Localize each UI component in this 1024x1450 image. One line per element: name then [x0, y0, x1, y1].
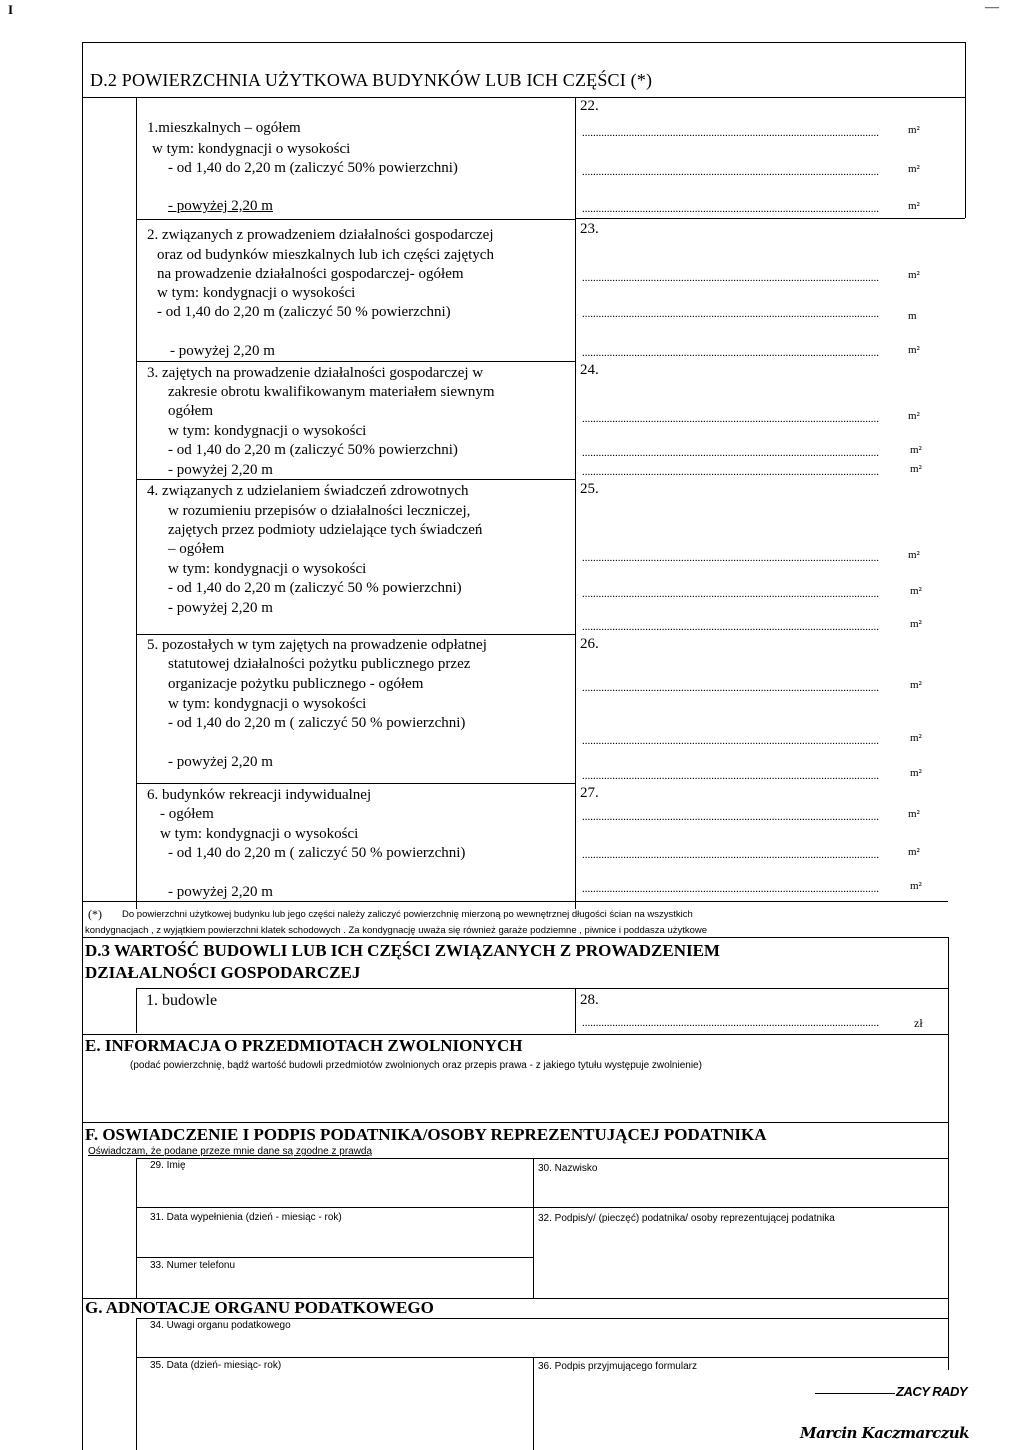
- row25-line3: zajętych przez podmioty udzielające tych świadczeń: [168, 522, 483, 538]
- unit-28: zł: [914, 1016, 923, 1030]
- unit-26-total: m²: [910, 679, 922, 691]
- unit-23-high: m²: [908, 344, 920, 356]
- input-25-low[interactable]: ............................................................................................................: [582, 588, 879, 600]
- row22-line1: 1.mieszkalnych – ogółem: [147, 120, 301, 136]
- section-d2-title: D.2 POWIERZCHNIA UŻYTKOWA BUDYNKÓW LUB ICH CZĘŚCI (*): [90, 70, 653, 90]
- field-num-25: 25.: [580, 481, 599, 497]
- input-30-nazwisko[interactable]: [537, 1178, 945, 1206]
- input-23-high[interactable]: ............................................................................................................: [582, 347, 879, 359]
- input-32-podpis[interactable]: [537, 1228, 945, 1294]
- row23-line2: oraz od budynków mieszkalnych lub ich części zajętych: [157, 247, 494, 263]
- field-num-28: 28.: [580, 992, 599, 1008]
- row27-line1: 6. budynków rekreacji indywidualnej: [147, 787, 372, 803]
- row22-line3: - od 1,40 do 2,20 m (zaliczyć 50% powierzchni): [168, 160, 458, 176]
- row24-line5: - od 1,40 do 2,20 m (zaliczyć 50% powierzchni): [168, 442, 458, 458]
- input-22-high[interactable]: ............................................................................................................: [582, 203, 879, 215]
- label-32-podpis: 32. Podpis/y/ (pieczęć) podatnika/ osoby reprezentującej podatnika: [538, 1213, 835, 1224]
- input-35-data[interactable]: [140, 1376, 530, 1436]
- row26-line1: 5. pozostałych w tym zajętych na prowadzenie odpłatnej: [147, 637, 487, 653]
- unit-27-total: m²: [908, 808, 920, 820]
- unit-26-high: m²: [910, 767, 922, 779]
- input-25-total[interactable]: ............................................................................................................: [582, 552, 879, 564]
- input-31-data[interactable]: [140, 1228, 530, 1256]
- section-f-title: F. OSWIADCZENIE I PODPIS PODATNIKA/OSOBY REPREZENTUJĄCEJ PODATNIKA: [85, 1125, 767, 1144]
- row26-line5: - od 1,40 do 2,20 m ( zaliczyć 50 % powierzchni): [168, 715, 466, 731]
- row25-line6: - od 1,40 do 2,20 m (zaliczyć 50 % powierzchni): [168, 580, 462, 596]
- row25-line2: w rozumieniu przepisów o działalności leczniczej,: [168, 503, 471, 519]
- section-g-title: G. ADNOTACJE ORGANU PODATKOWEGO: [85, 1298, 434, 1317]
- row23-line6: - powyżej 2,20 m: [170, 343, 275, 359]
- input-23-low[interactable]: ............................................................................................................: [582, 308, 879, 320]
- field-num-23: 23.: [580, 221, 599, 237]
- label-29-imie: 29. Imię: [150, 1160, 186, 1171]
- unit-23-low: m: [908, 310, 917, 322]
- corner-dash: —: [985, 0, 999, 15]
- unit-27-high: m²: [910, 880, 922, 892]
- input-29-imie[interactable]: [140, 1175, 530, 1203]
- unit-23-total: m²: [908, 269, 920, 281]
- label-36-podpis: 36. Podpis przyjmującego formularz: [538, 1361, 697, 1372]
- input-34-uwagi[interactable]: [140, 1335, 945, 1357]
- row27-line3: w tym: kondygnacji o wysokości: [160, 826, 359, 842]
- row26-line6: - powyżej 2,20 m: [168, 754, 273, 770]
- d3-item-budowle: 1. budowle: [146, 992, 218, 1009]
- stamp-line: [815, 1393, 895, 1394]
- unit-26-low: m²: [910, 732, 922, 744]
- row23-line3: na prowadzenie działalności gospodarczej- ogółem: [157, 266, 464, 282]
- label-30-nazwisko: 30. Nazwisko: [538, 1163, 598, 1174]
- row26-line3: organizacje pożytku publicznego - ogółem: [168, 676, 424, 692]
- label-33-telefon: 33. Numer telefonu: [150, 1260, 236, 1271]
- unit-25-high: m²: [910, 618, 922, 630]
- label-35-data: 35. Data (dzień- miesiąc- rok): [150, 1360, 282, 1371]
- input-24-low[interactable]: ............................................................................................................: [582, 447, 879, 459]
- row24-line6: - powyżej 2,20 m: [168, 462, 273, 478]
- input-26-high[interactable]: ............................................................................................................: [582, 770, 879, 782]
- input-26-total[interactable]: ............................................................................................................: [582, 682, 879, 694]
- input-27-high[interactable]: ............................................................................................................: [582, 883, 879, 895]
- unit-25-low: m²: [910, 585, 922, 597]
- row23-line1: 2. związanych z prowadzeniem działalności gospodarczej: [147, 227, 494, 243]
- row24-line4: w tym: kondygnacji o wysokości: [168, 423, 367, 439]
- input-e-zwolnienia[interactable]: [84, 1075, 946, 1120]
- input-24-total[interactable]: ............................................................................................................: [582, 413, 879, 425]
- section-e-title: E. INFORMACJA O PRZEDMIOTACH ZWOLNIONYCH: [85, 1036, 523, 1055]
- input-27-total[interactable]: ............................................................................................................: [582, 811, 879, 823]
- row25-line1: 4. związanych z udzielaniem świadczeń zdrowotnych: [147, 483, 469, 499]
- label-34-uwagi: 34. Uwagi organu podatkowego: [150, 1320, 291, 1331]
- row25-line4: – ogółem: [168, 541, 225, 557]
- section-d3-title-1: D.3 WARTOŚĆ BUDOWLI LUB ICH CZĘŚCI ZWIĄZANYCH Z PROWADZENIEM: [85, 941, 720, 960]
- unit-27-low: m²: [908, 846, 920, 858]
- unit-24-high: m²: [910, 463, 922, 475]
- unit-22-low: m²: [908, 163, 920, 175]
- input-27-low[interactable]: ............................................................................................................: [582, 849, 879, 861]
- row24-line1: 3. zajętych na prowadzenie działalności gospodarczej w: [147, 365, 484, 381]
- unit-24-total: m²: [908, 410, 920, 422]
- input-22-low[interactable]: ............................................................................................................: [582, 166, 879, 178]
- section-f-subtitle: Oświadczam, że podane przeze mnie dane są zgodne z prawdą: [88, 1146, 373, 1157]
- row25-line5: w tym: kondygnacji o wysokości: [168, 561, 367, 577]
- row23-line4: w tym: kondygnacji o wysokości: [157, 285, 356, 301]
- unit-22-high: m²: [908, 200, 920, 212]
- stamp-text: ZACY RADY: [896, 1384, 968, 1399]
- row26-line2: statutowej działalności pożytku publicznego przez: [168, 656, 471, 672]
- field-num-27: 27.: [580, 785, 599, 801]
- section-d3-title-2: DZIAŁALNOŚCI GOSPODARCZEJ: [85, 963, 361, 982]
- label-31-data: 31. Data wypełnienia (dzień - miesiąc - rok): [150, 1212, 342, 1223]
- field-num-22: 22.: [580, 98, 599, 114]
- input-26-low[interactable]: ............................................................................................................: [582, 735, 879, 747]
- row25-line7: - powyżej 2,20 m: [168, 600, 273, 616]
- section-e-subtitle: (podać powierzchnię, bądź wartość budowli przedmiotów zwolnionych oraz przepis prawa - z jakiego tytułu występuje zwolnienie): [130, 1060, 702, 1071]
- unit-22-total: m²: [908, 124, 920, 136]
- row26-line4: w tym: kondygnacji o wysokości: [168, 696, 367, 712]
- row22-line4: - powyżej 2,20 m: [168, 198, 273, 214]
- field-num-26: 26.: [580, 636, 599, 652]
- row23-line5: - od 1,40 do 2,20 m (zaliczyć 50 % powierzchni): [157, 304, 451, 320]
- field-num-24: 24.: [580, 362, 599, 378]
- unit-25-total: m²: [908, 549, 920, 561]
- input-24-high[interactable]: ............................................................................................................: [582, 466, 879, 478]
- corner-mark: I: [8, 2, 14, 17]
- row27-line4: - od 1,40 do 2,20 m ( zaliczyć 50 % powierzchni): [168, 845, 466, 861]
- input-25-high[interactable]: ............................................................................................................: [582, 621, 879, 633]
- footnote-line1: Do powierzchni użytkowej budynku lub jego części należy zaliczyć powierzchnię mierzoną po wewnętrznej długości ścian na wszystkich: [122, 909, 693, 920]
- row27-line5: - powyżej 2,20 m: [168, 884, 273, 900]
- input-23-total[interactable]: ............................................................................................................: [582, 272, 879, 284]
- row24-line3: ogółem: [168, 403, 213, 419]
- input-28-value[interactable]: ............................................................................................................: [582, 1017, 879, 1029]
- signature: Marcin Kaczmarczuk: [800, 1424, 970, 1442]
- footnote-line2: kondygnacjach , z wyjątkiem powierzchni klatek schodowych . Za kondygnację uważa się również garaże podziemne , piwnice i poddasza użytkowe: [85, 925, 708, 936]
- input-22-total[interactable]: ............................................................................................................: [582, 127, 879, 139]
- input-33-telefon[interactable]: [140, 1275, 530, 1297]
- footnote-mark: (*): [88, 907, 102, 921]
- unit-24-low: m²: [910, 444, 922, 456]
- row24-line2: zakresie obrotu kwalifikowanym materiałem siewnym: [168, 384, 495, 400]
- row22-line2: w tym: kondygnacji o wysokości: [152, 141, 351, 157]
- row27-line2: - ogółem: [160, 806, 214, 822]
